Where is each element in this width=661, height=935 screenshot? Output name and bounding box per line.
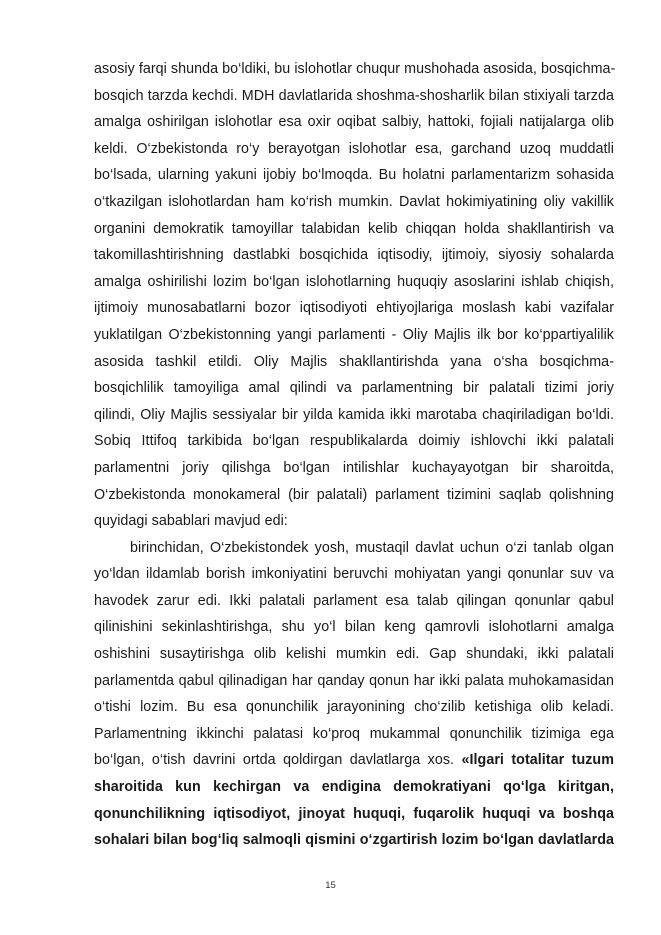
text-line-21: havodek zarur edi. Ikki palatali parlament esa talab qilingan qonunlar qabul	[94, 592, 614, 609]
text-line-14: qilindi, Oliy Majlis sessiyalar bir yilda kamida ikki marotaba chaqiriladigan bo‘ldi.	[94, 406, 614, 423]
text-line-11: yuklatilgan O‘zbekistonning yangi parlamenti - Oliy Majlis ilk bor ko‘ppartiyalilik	[94, 326, 614, 343]
text-line-17: O‘zbekistonda monokameral (bir palatali) parlament tizimini saqlab qolishning	[94, 486, 614, 503]
text-line-29: qonunchilikning iqtisodiyot, jinoyat huquqi, fuqarolik huquqi va boshqa	[94, 805, 614, 822]
text-line-30: sohalari bilan bog‘liq salmoqli qismini o‘zgartirish lozim bo‘lgan davlatlarda	[94, 832, 614, 849]
text-line-20: yo‘ldan ildamlab borish imkoniyatini beruvchi mohiyatan yangi qonunlar suv va	[94, 566, 614, 583]
text-line-3: amalga oshirilgan islohotlar esa oxir oqibat salbiy, hattoki, fojiali natijalarga olib	[94, 114, 614, 131]
text-line-27	[94, 747, 614, 774]
text-line-1: asosiy farqi shunda bo‘ldiki, bu islohotlar chuqur mushohada asosida, bosqichma-	[94, 61, 616, 77]
body-text	[94, 56, 614, 854]
text-line-28: sharoitida kun kechirgan va endigina demokratiyani qo‘lga kiritgan,	[94, 779, 614, 796]
text-line-5: bo‘lsada, ularning yakuni ijobiy bo‘lmoqda. Bu holatni parlamentarizm sohasida	[94, 167, 614, 184]
text-line-19: birinchidan, O‘zbekistondek yosh, mustaqil davlat uchun o‘zi tanlab olgan	[130, 539, 614, 556]
text-line-18: quyidagi sabablari mavjud edi:	[94, 513, 288, 530]
text-line-22: qilinishini sekinlashtirishga, shu yo‘l bilan keng qamrovli islohotlarni amalga	[94, 619, 614, 636]
text-line-12: asosida tashkil etildi. Oliy Majlis shakllantirishda yana o‘sha bosqichma-	[94, 353, 614, 370]
text-line-9: amalga oshirilishi lozim bo‘lgan islohotlarning huquqiy asoslarini ishlab chiqish,	[94, 273, 614, 290]
text-line-24: parlamentda qabul qilinadigan har qanday qonun har ikki palata muhokamasidan	[94, 672, 614, 689]
text-line-27-regular: bo‘lgan, o‘tish davrini ortda qoldirgan davlatlarga xos.	[94, 752, 455, 769]
text-line-26: Parlamentning ikkinchi palatasi ko‘proq mukammal qonunchilik tizimiga ega	[94, 725, 614, 742]
text-line-13: bosqichlilik tamoyiliga amal qilindi va parlamentning bir palatali tizimi joriy	[94, 380, 614, 397]
text-line-23: oshishini susaytirishga olib kelishi mumkin edi. Gap shundaki, ikki palatali	[94, 646, 614, 663]
text-line-25: o‘tishi lozim. Bu esa qonunchilik jarayonining cho‘zilib ketishiga olib keladi.	[94, 699, 614, 716]
text-line-27-bold: «Ilgari totalitar tuzum	[461, 752, 614, 769]
text-line-4: keldi. O‘zbekistonda ro‘y berayotgan islohotlar esa, garchand uzoq muddatli	[94, 140, 614, 157]
text-line-16: parlamentni joriy qilishga bo‘lgan intilishlar kuchayayotgan bir sharoitda,	[94, 459, 614, 476]
text-line-15: Sobiq Ittifoq tarkibida bo‘lgan respublikalarda doimiy ishlovchi ikki palatali	[94, 433, 614, 450]
text-line-10: ijtimoiy munosabatlarni bozor iqtisodiyoti ehtiyojlariga moslash kabi vazifalar	[94, 300, 614, 317]
text-line-6: o‘tkazilgan islohotlardan ham ko‘rish mumkin. Davlat hokimiyatining oliy vakillik	[94, 193, 614, 210]
text-line-8: takomillashtirishning dastlabki bosqichida iqtisodiy, ijtimoiy, siyosiy sohalarda	[94, 247, 614, 264]
page-number: 15	[325, 880, 336, 891]
text-line-2: bosqich tarzda kechdi. MDH davlatlarida shoshma-shosharlik bilan stixiyali tarzda	[94, 87, 614, 104]
text-line-7: organini demokratik tamoyillar talabidan kelib chiqqan holda shakllantirish va	[94, 220, 614, 237]
